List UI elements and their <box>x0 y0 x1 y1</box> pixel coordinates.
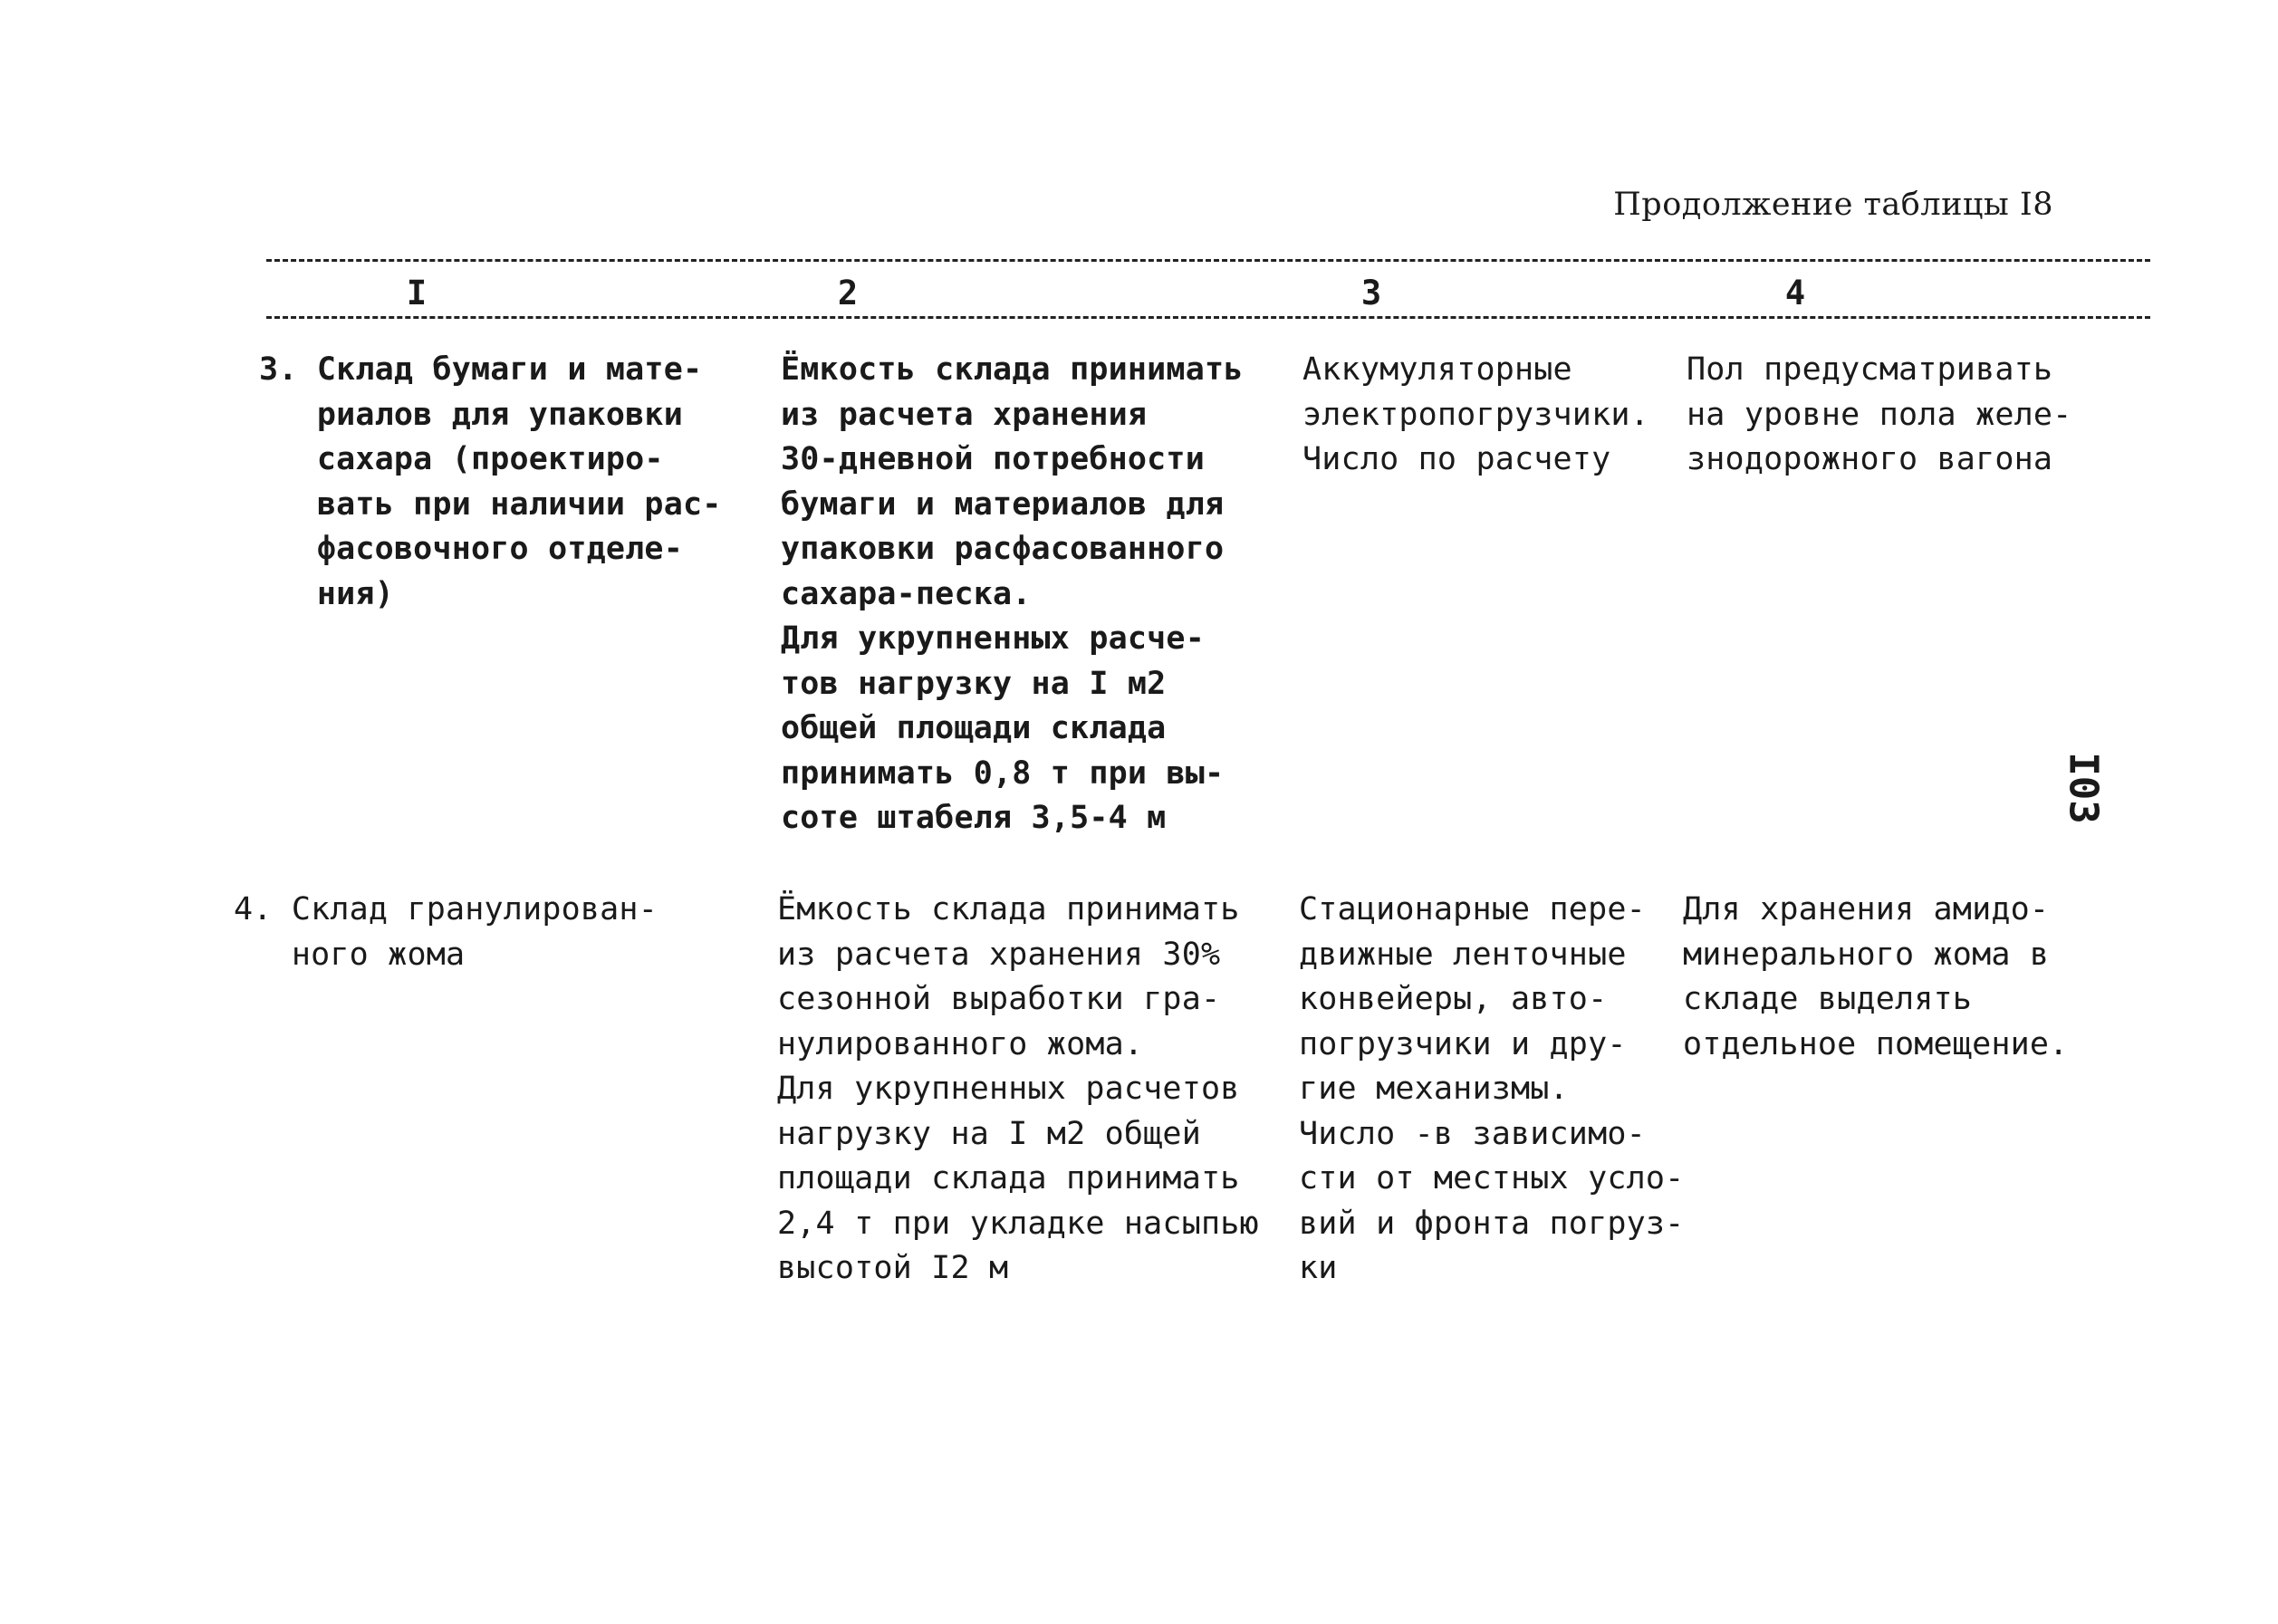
page-number: I03 <box>2060 752 2107 824</box>
table-header-rule <box>266 316 2150 319</box>
column-number-3: 3 <box>1360 274 1382 312</box>
table-cell-row2-col4: Для хранения амидо- минерального жома в складе выделять отдельное помещение. <box>1683 891 2069 1062</box>
column-number-1: I <box>406 274 428 312</box>
table-cell-row2-col1: 4. Склад гранулирован- ного жома <box>234 891 658 973</box>
table-cell-row1-col2: Ёмкость склада принимать из расчета хранения 30-дневной потребности бумаги и материалов для упаковки расфасованного сахара-песка. Для укрупненных расче- тов нагрузку на I м2 общей площади склада принимать 0,8 т при вы- соте штабеля 3,5-4 м <box>781 351 1244 836</box>
column-number-2: 2 <box>837 274 859 312</box>
column-number-4: 4 <box>1784 274 1806 312</box>
table-cell-row2-col2: Ёмкость склада принимать из расчета хранения 30% сезонной выработки гра- нулированного жома. Для укрупненных расчетов нагрузку на I м2 общей площади склада принимать 2,4 т при укладке насыпью высотой I2 м <box>777 891 1259 1286</box>
table-cell-row1-col1: 3. Склад бумаги и мате- риалов для упаковки сахара (проектиро- вать при наличии рас- фасовочного отделе- ния) <box>259 351 722 612</box>
table-cell-row1-col3: Аккумуляторные электропогрузчики. Число по расчету <box>1302 351 1649 477</box>
table-continuation-caption: Продолжение таблицы I8 <box>1613 187 2053 223</box>
table-cell-row1-col4: Пол предусматривать на уровне пола желе- знодорожного вагона <box>1687 351 2072 477</box>
table-cell-row2-col3: Стационарные пере- движные ленточные конвейеры, авто- погрузчики и дру- гие механизмы. Число -в зависимо- сти от местных усло- вий и фронта погруз- ки <box>1299 891 1685 1286</box>
table-top-rule <box>266 259 2150 262</box>
